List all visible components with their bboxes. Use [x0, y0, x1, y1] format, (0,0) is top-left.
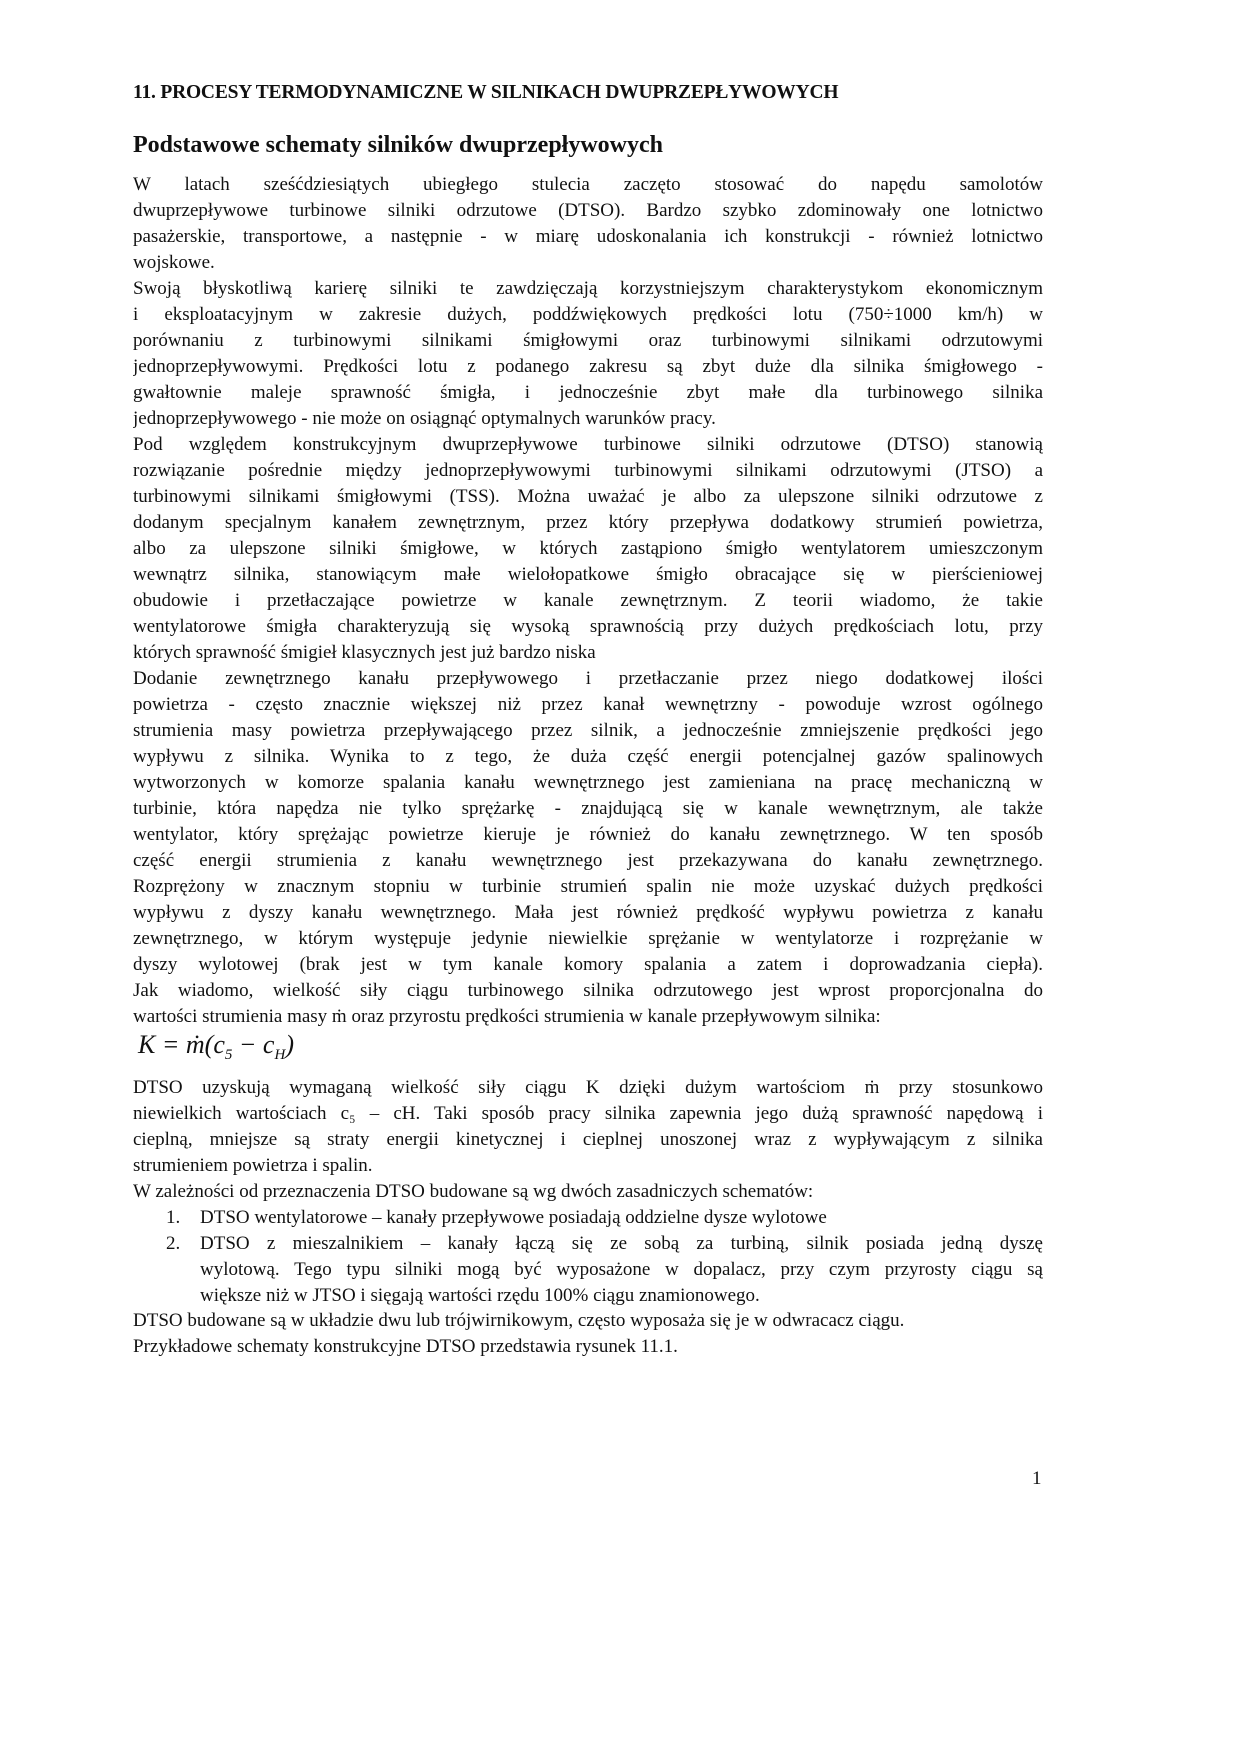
text-line: wewnątrz silnika, stanowiącym małe wielołopatkowe śmigło obracające się w pierścieniowej — [133, 564, 1043, 585]
text-line: wypływu z dyszy kanału wewnętrznego. Mała jest również prędkość wypływu powietrza z kanału — [133, 902, 1043, 923]
text-line: wypływu z silnika. Wynika to z tego, że duża część energii potencjalnej gazów spalinowych — [133, 746, 1043, 767]
text-line: których sprawność śmigieł klasycznych jest już bardzo niska — [133, 642, 596, 663]
text-line: albo za ulepszone silniki śmigłowe, w których zastąpiono śmigło wentylatorem umieszczonym — [133, 538, 1043, 559]
section-heading: Podstawowe schematy silników dwuprzepływowych — [133, 132, 664, 158]
text-line: niewielkich wartościach c₅ – cH. Taki sposób pracy silnika zapewnia jego dużą sprawność napędową i — [133, 1103, 1043, 1124]
text-line: jednoprzepływowymi. Prędkości lotu z podanego zakresu są zbyt duże dla silnika śmigłowego - — [133, 356, 1043, 377]
text-line: Dodanie zewnętrznego kanału przepływowego i przetłaczanie przez niego dodatkowej ilości — [133, 668, 1043, 689]
text-line: wylotową. Tego typu silniki mogą być wyposażone w dopalacz, przy czym przyrosty ciągu są — [200, 1259, 1043, 1280]
text-line: porównaniu z turbinowymi silnikami śmigłowymi oraz turbinowymi silnikami odrzutowymi — [133, 330, 1043, 351]
list-number: 2. — [166, 1233, 181, 1254]
text-line: turbinie, która napędza nie tylko sprężarkę - znajdującą się w kanale wewnętrznym, ale także — [133, 798, 1043, 819]
text-line: wentylator, który sprężając powietrze kieruje je również do kanału zewnętrznego. W ten sposób — [133, 824, 1043, 845]
text-line: Jak wiadomo, wielkość siły ciągu turbinowego silnika odrzutowego jest wprost proporcjonalna do — [133, 980, 1043, 1001]
text-line: Przykładowe schematy konstrukcyjne DTSO przedstawia rysunek 11.1. — [133, 1336, 678, 1357]
text-line: pasażerskie, transportowe, a następnie - w miarę udoskonalania ich konstrukcji - również lotnictwo — [133, 226, 1043, 247]
text-line: wytworzonych w komorze spalania kanału wewnętrznego jest zamieniana na pracę mechaniczną w — [133, 772, 1043, 793]
text-line: wentylatorowe śmigła charakteryzują się wysoką sprawnością przy dużych prędkościach lotu, przy — [133, 616, 1043, 637]
text-line: Pod względem konstrukcyjnym dwuprzepływowe turbinowe silniki odrzutowe (DTSO) stanowią — [133, 434, 1043, 455]
text-line: strumieniem powietrza i spalin. — [133, 1155, 373, 1176]
text-line: DTSO uzyskują wymaganą wielkość siły ciągu K dzięki dużym wartościom ṁ przy stosunkowo — [133, 1077, 1043, 1098]
body-text-end — [133, 1308, 1043, 1360]
text-line: część energii strumienia z kanału wewnętrznego jest przekazywana do kanału zewnętrznego. — [133, 850, 1043, 871]
thrust-formula — [138, 1030, 294, 1064]
formula-lhs: K = ṁ(c — [138, 1030, 225, 1059]
text-line: dwuprzepływowe turbinowe silniki odrzutowe (DTSO). Bardzo szybko zdominowały one lotnictwo — [133, 200, 1043, 221]
text-line: DTSO wentylatorowe – kanały przepływowe posiadają oddzielne dysze wylotowe — [200, 1207, 827, 1228]
formula-mid: − c — [232, 1030, 275, 1059]
text-line: cieplną, mniejsze są straty energii kinetycznej i cieplnej unoszonej wraz z wypływającym z silnika — [133, 1129, 1043, 1150]
body-text-bottom — [133, 1075, 1043, 1205]
formula-sub-h: H — [274, 1047, 286, 1064]
chapter-title: 11. PROCESY TERMODYNAMICZNE W SILNIKACH DWUPRZEPŁYWOWYCH — [133, 82, 839, 103]
body-text-top — [133, 172, 1043, 1030]
text-line: wartości strumienia masy ṁ oraz przyrostu prędkości strumienia w kanale przepływowym silnika: — [133, 1006, 881, 1027]
text-line: Swoją błyskotliwą karierę silniki te zawdzięczają korzystniejszym charakterystykom ekonomicznym — [133, 278, 1043, 299]
text-line: W latach sześćdziesiątych ubiegłego stulecia zaczęto stosować do napędu samolotów — [133, 174, 1043, 195]
text-line: jednoprzepływowego - nie może on osiągnąć optymalnych warunków pracy. — [133, 408, 716, 429]
text-line: strumienia masy powietrza przepływającego przez silnik, a jednocześnie zmniejszenie prędkości jego — [133, 720, 1043, 741]
text-line: dodanym specjalnym kanałem zewnętrznym, przez który przepływa dodatkowy strumień powietrza, — [133, 512, 1043, 533]
text-line: DTSO z mieszalnikiem – kanały łączą się ze sobą za turbiną, silnik posiada jedną dyszę — [200, 1233, 1043, 1254]
text-line: DTSO budowane są w układzie dwu lub trójwirnikowym, często wyposaża się je w odwracacz ciągu. — [133, 1310, 905, 1331]
page-number: 1 — [1032, 1468, 1042, 1489]
text-line: wojskowe. — [133, 252, 215, 273]
text-line: i eksploatacyjnym w zakresie dużych, poddźwiękowych prędkości lotu (750÷1000 km/h) w — [133, 304, 1043, 325]
text-line: W zależności od przeznaczenia DTSO budowane są wg dwóch zasadniczych schematów: — [133, 1181, 814, 1202]
formula-sub-5: 5 — [224, 1047, 233, 1064]
text-line: powietrza - często znacznie większej niż przez kanał wewnętrzny - powoduje wzrost ogólnego — [133, 694, 1043, 715]
text-line: Rozprężony w znacznym stopniu w turbinie strumień spalin nie może uzyskać dużych prędkości — [133, 876, 1043, 897]
formula-rhs: ) — [285, 1030, 294, 1059]
text-line: zewnętrznego, w którym występuje jedynie niewielkie sprężanie w wentylatorze i rozprężanie w — [133, 928, 1043, 949]
list-number: 1. — [166, 1207, 181, 1228]
text-line: rozwiązanie pośrednie między jednoprzepływowymi turbinowymi silnikami odrzutowymi (JTSO) a — [133, 460, 1043, 481]
text-line: turbinowymi silnikami śmigłowymi (TSS). Można uważać je albo za ulepszone silniki odrzutowe z — [133, 486, 1043, 507]
text-line: większe niż w JTSO i sięgają wartości rzędu 100% ciągu znamionowego. — [200, 1285, 760, 1306]
text-line: gwałtownie maleje sprawność śmigła, i jednocześnie zbyt małe dla turbinowego silnika — [133, 382, 1043, 403]
text-line: obudowie i przetłaczające powietrze w kanale zewnętrznym. Z teorii wiadomo, że takie — [133, 590, 1043, 611]
text-line: dyszy wylotowej (brak jest w tym kanale komory spalania a zatem i doprowadzania ciepła). — [133, 954, 1043, 975]
